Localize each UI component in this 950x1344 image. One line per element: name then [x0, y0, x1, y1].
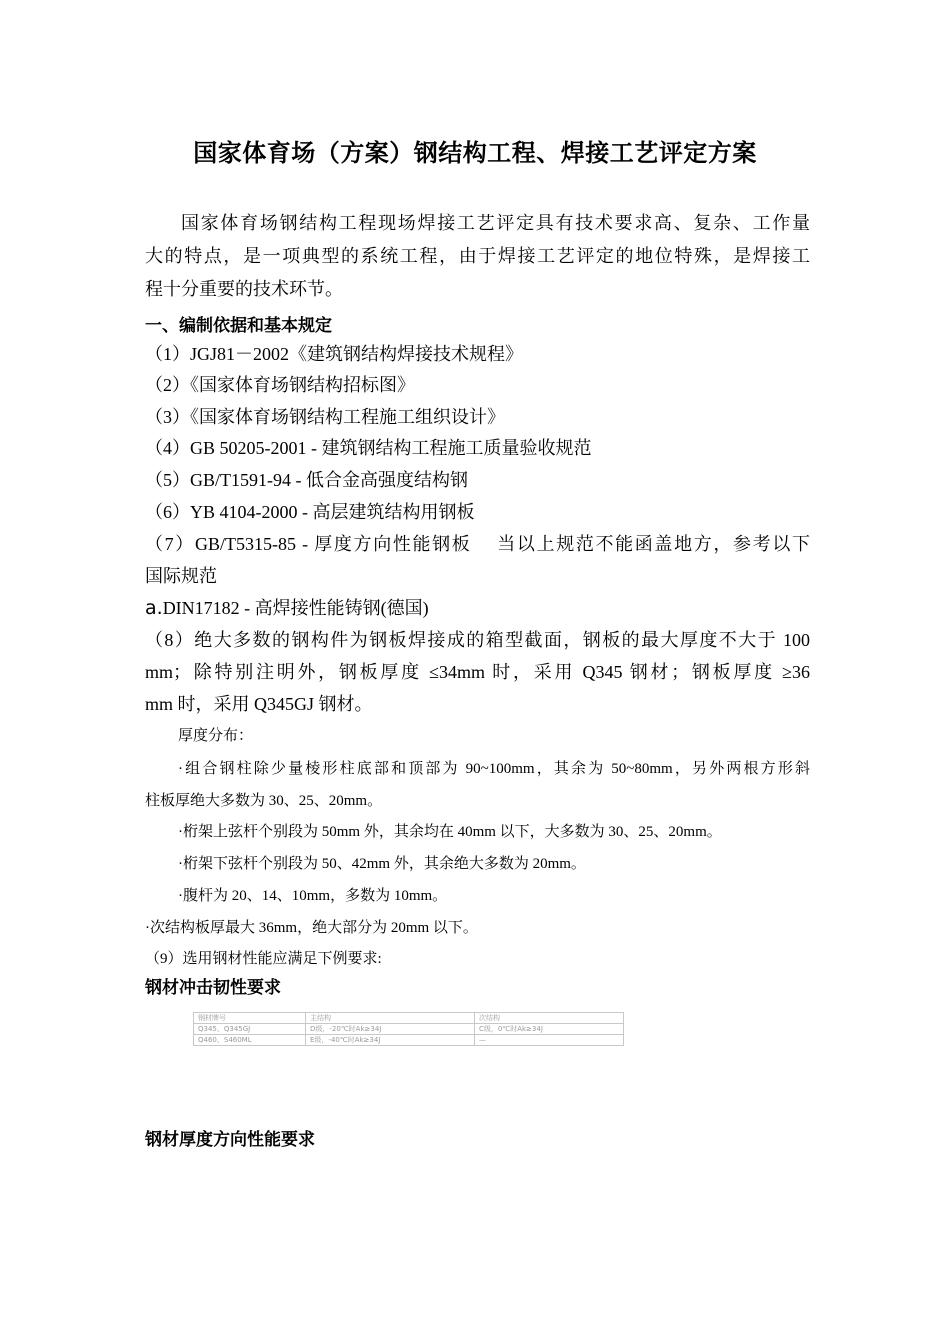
thickness-item-5: ·次结构板厚最大 36mm，绝大部分为 20mm 以下。 — [145, 920, 478, 936]
reference-1: （1）JGJ81－2002《建筑钢结构焊接技术规程》 — [145, 344, 524, 364]
reference-a-prefix: a. — [145, 597, 163, 619]
table-cell: — — [475, 1035, 624, 1046]
reference-8-line-1: （8）绝大多数的钢构件为钢板焊接成的箱型截面，钢板的最大厚度不大于 100 — [145, 630, 810, 650]
table-cell: Q460、S460ML — [194, 1035, 306, 1046]
intro-line-1: 国家体育场钢结构工程现场焊接工艺评定具有技术要求高、复杂、工作量 — [181, 213, 810, 233]
thickness-item-1: ·组合钢柱除少量棱形柱底部和顶部为 90~100mm，其余为 50~80mm，另外两根方形斜 — [178, 761, 810, 777]
table-row — [194, 1024, 624, 1035]
table-header-cell: 次结构 — [475, 1013, 624, 1024]
intro-line-3: 程十分重要的技术环节。 — [145, 279, 343, 299]
table-row — [194, 1035, 624, 1046]
reference-a-text: DIN17182 - 高焊接性能铸钢(德国) — [162, 598, 429, 618]
table-cell: E级，-40℃时Ak≥34J — [306, 1035, 475, 1046]
impact-toughness-table — [193, 1012, 624, 1046]
table-cell: Q345、Q345GJ — [194, 1024, 306, 1035]
reference-8-line-3: mm 时，采用 Q345GJ 钢材。 — [145, 694, 373, 714]
reference-2: （2）《国家体育场钢结构招标图》 — [145, 375, 415, 395]
thickness-direction-heading: 钢材厚度方向性能要求 — [145, 1130, 315, 1150]
document-title: 国家体育场（方案）钢结构工程、焊接工艺评定方案 — [193, 139, 757, 167]
section-heading-basis: 一、编制依据和基本规定 — [145, 316, 332, 336]
reference-7-line-1: （7）GB/T5315-85 - 厚度方向性能钢板 当以上规范不能函盖地方，参考以下 — [145, 534, 810, 554]
thickness-heading: 厚度分布： — [178, 728, 254, 744]
intro-line-2: 大的特点，是一项典型的系统工程，由于焊接工艺评定的地位特殊，是焊接工 — [145, 246, 810, 266]
table-header-cell: 钢材牌号 — [194, 1013, 306, 1024]
thickness-item-4: ·腹杆为 20、14、10mm，多数为 10mm。 — [178, 888, 448, 904]
table-cell: C级，0℃时Ak≥34J — [475, 1024, 624, 1035]
thickness-item-2: ·桁架上弦杆个别段为 50mm 外，其余均在 40mm 以下，大多数为 30、25、20mm。 — [178, 824, 722, 840]
requirement-9: （9）选用钢材性能应满足下例要求: — [145, 951, 382, 967]
reference-3: （3）《国家体育场钢结构工程施工组织设计》 — [145, 407, 505, 427]
table-header-cell: 主结构 — [306, 1013, 475, 1024]
reference-7-line-2: 国际规范 — [145, 566, 217, 586]
reference-5: （5）GB/T1591-94 - 低合金高强度结构钢 — [145, 470, 468, 490]
thickness-item-1-cont: 柱板厚绝大多数为 30、25、20mm。 — [145, 793, 383, 809]
thickness-item-3: ·桁架下弦杆个别段为 50、42mm 外，其余绝大多数为 20mm。 — [178, 856, 586, 872]
reference-8-line-2: mm；除特别注明外，钢板厚度 ≤34mm 时，采用 Q345 钢材；钢板厚度 ≥36 — [145, 662, 810, 682]
table-header-row — [194, 1013, 624, 1024]
reference-6: （6）YB 4104-2000 - 高层建筑结构用钢板 — [145, 502, 475, 522]
impact-toughness-heading: 钢材冲击韧性要求 — [145, 978, 281, 998]
reference-4: （4）GB 50205-2001 - 建筑钢结构工程施工质量验收规范 — [145, 438, 592, 458]
reference-a — [145, 592, 810, 624]
table-cell: D级，-20℃时Ak≥34J — [306, 1024, 475, 1035]
